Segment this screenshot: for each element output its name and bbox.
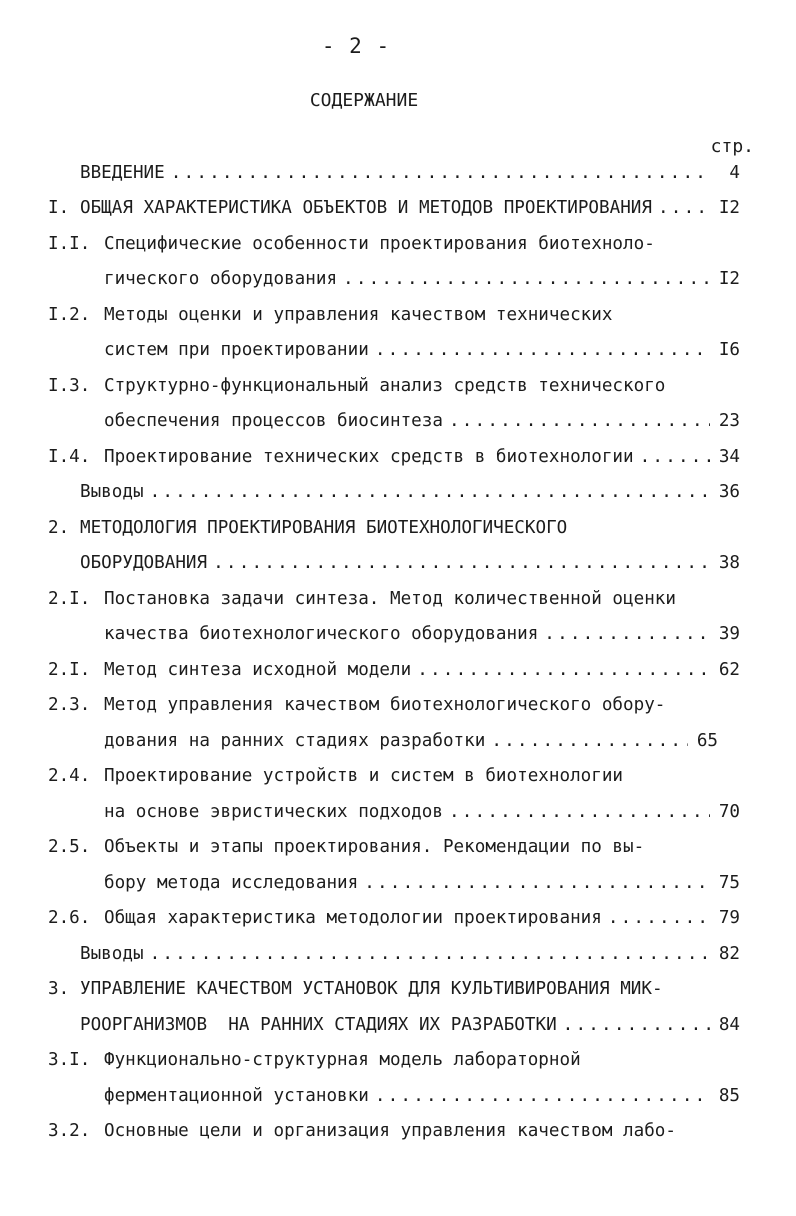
toc-entry-text: Методы оценки и управления качеством технических [104,305,613,325]
toc-leader-dots [449,406,710,436]
toc-entry-text: ферментационной установки [104,1086,369,1106]
toc-leader-dots [213,548,710,578]
toc-leader-dots [364,868,710,898]
toc-entry-page: 82 [718,944,740,964]
toc-entry-page: I2 [718,198,740,218]
toc-entry-text: Объекты и этапы проектирования. Рекомендации по вы- [104,837,645,857]
toc-entry-number: 3.I. [48,1050,91,1070]
toc-entry-continuation [0,619,740,649]
toc-entry-number: 3.2. [48,1121,91,1141]
toc-leader-dots [150,477,710,507]
toc-entry-text: гического оборудования [104,269,338,289]
toc-entry-number: 3. [48,979,70,999]
toc-entry-continuation [0,868,740,898]
toc-entry-text: Структурно-функциональный анализ средств технического [104,376,666,396]
toc-entry-text: бору метода исследования [104,873,359,893]
toc-leader-dots [640,442,710,472]
toc-entry-page: 65 [696,731,718,751]
toc-entry-page: 39 [718,624,740,644]
toc-leader-dots [343,264,710,294]
toc-entry-text: ОБОРУДОВАНИЯ [80,553,208,573]
toc-title: СОДЕРЖАНИЕ [309,90,419,111]
toc-entry-text: Проектирование технических средств в биотехнологии [104,447,634,467]
toc-entry-text: Метод управления качеством биотехнологического обору- [104,695,666,715]
toc-entry-text: УПРАВЛЕНИЕ КАЧЕСТВОМ УСТАНОВОК ДЛЯ КУЛЬТИВИРОВАНИЯ МИК- [80,979,663,999]
toc-leader-dots [658,193,710,223]
toc-entry-text: качества биотехнологического оборудования [104,624,539,644]
toc-leader-dots [449,797,710,827]
toc-entry-continuation [0,548,740,578]
toc-entry-text: Общая характеристика методологии проектирования [104,908,602,928]
toc-entry-page: 84 [718,1015,740,1035]
toc-entry [0,655,740,685]
toc-entry-text: Основные цели и организация управления качеством лабо- [104,1121,676,1141]
toc-leader-dots [417,655,710,685]
page-column-label: стр. [710,136,754,157]
toc-entry-page: 38 [718,553,740,573]
toc-entry-text: Метод синтеза исходной модели [104,660,412,680]
toc-entry-page: 4 [729,163,740,183]
toc-entry [0,477,740,507]
toc-entry-number: I. [48,198,70,218]
toc-entry-text: Выводы [80,482,144,502]
toc-entry-page: 23 [718,411,740,431]
toc-entry [0,939,740,969]
toc-entry-number: I.2. [48,305,91,325]
toc-entry [0,442,740,472]
toc-leader-dots [171,158,710,188]
toc-entry-page: 70 [718,802,740,822]
toc-entry-text: Постановка задачи синтеза. Метод количественной оценки [104,589,676,609]
toc-entry-page: 79 [718,908,740,928]
toc-entry-continuation [0,335,740,365]
toc-entry-text: систем при проектировании [104,340,369,360]
toc-leader-dots [544,619,710,649]
toc-entry-text: ОБЩАЯ ХАРАКТЕРИСТИКА ОБЪЕКТОВ И МЕТОДОВ ПРОЕКТИРОВАНИЯ [80,198,652,218]
toc-entry [0,193,740,223]
toc-leader-dots [563,1010,710,1040]
toc-entry-continuation [0,797,740,827]
toc-entry [0,158,740,188]
toc-leader-dots [491,726,688,756]
toc-entry-text: обеспечения процессов биосинтеза [104,411,443,431]
toc-leader-dots [608,903,710,933]
toc-entry-page: 36 [718,482,740,502]
toc-entry-text: Проектирование устройств и систем в биотехнологии [104,766,624,786]
toc-entry-page: 62 [718,660,740,680]
toc-entry-page: I6 [718,340,740,360]
toc-entry-number: I.4. [48,447,91,467]
toc-entry-number: 2.6. [48,908,91,928]
toc-entry-continuation [0,726,718,756]
toc-entry-continuation [0,1010,740,1040]
toc-entry-text: Специфические особенности проектирования биотехноло- [104,234,655,254]
toc-entry-text: ВВЕДЕНИЕ [80,163,165,183]
toc-leader-dots [150,939,710,969]
toc-entry-number: 2.5. [48,837,91,857]
toc-entry-text: МЕТОДОЛОГИЯ ПРОЕКТИРОВАНИЯ БИОТЕХНОЛОГИЧЕСКОГО [80,518,568,538]
toc-entry-page: I2 [718,269,740,289]
toc-leader-dots [375,335,710,365]
toc-entry [0,903,740,933]
toc-entry-number: 2.4. [48,766,91,786]
toc-entry-text: Функционально-структурная модель лабораторной [104,1050,581,1070]
toc-entry-number: 2.I. [48,660,91,680]
toc-entry-page: 34 [718,447,740,467]
toc-leader-dots [375,1081,710,1111]
toc-entry-number: I.I. [48,234,91,254]
toc-entry-page: 85 [718,1086,740,1106]
toc-entry-number: I.3. [48,376,91,396]
toc-entry-text: РООРГАНИЗМОВ НА РАННИХ СТАДИЯХ ИХ РАЗРАБОТКИ [80,1015,557,1035]
toc-entry-text: Выводы [80,944,144,964]
toc-entry-number: 2. [48,518,70,538]
toc-entry-page: 75 [718,873,740,893]
toc-entry-continuation [0,1081,740,1111]
toc-entry-continuation [0,406,740,436]
toc-entry-continuation [0,264,740,294]
page-number: - 2 - [321,34,391,58]
toc-entry-number: 2.3. [48,695,91,715]
toc-entry-number: 2.I. [48,589,91,609]
toc-entry-text: на основе эвристических подходов [104,802,443,822]
toc-entry-text: дования на ранних стадиях разработки [104,731,486,751]
